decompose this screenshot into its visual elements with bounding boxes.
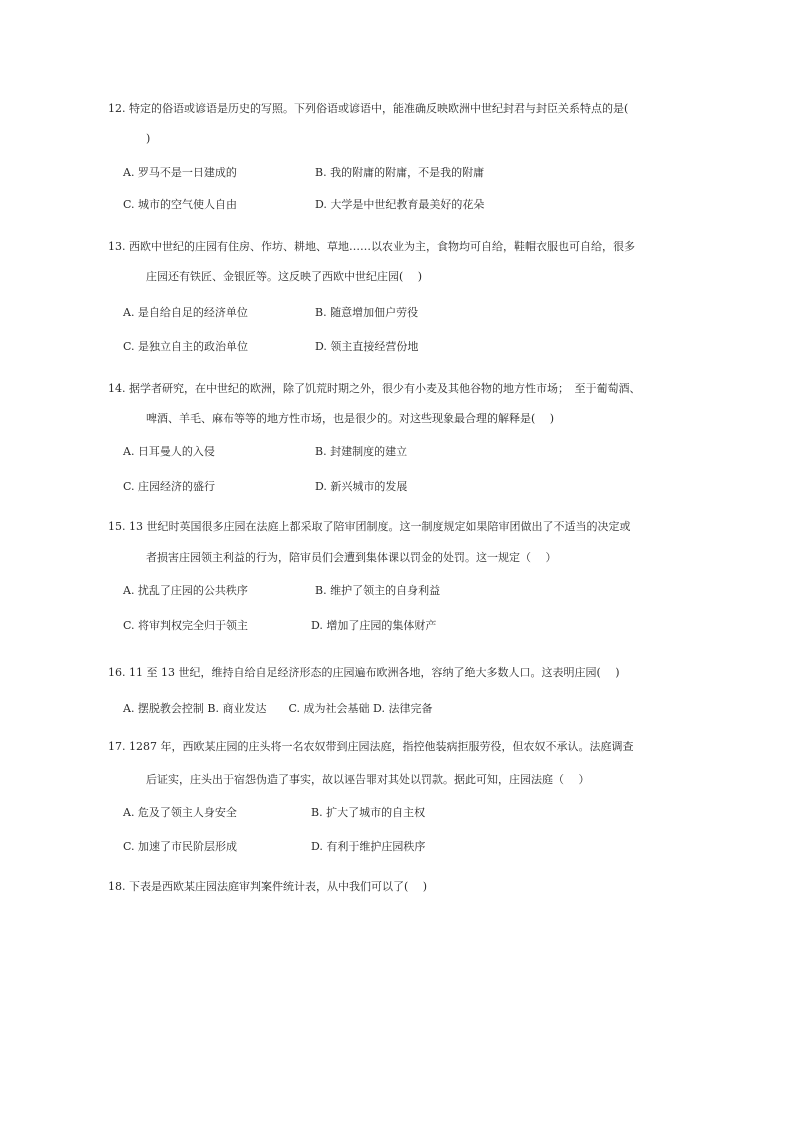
option-d: D. 增加了庄园的集体财产 [311,619,437,632]
option-b: B. 随意增加佃户劳役 [315,306,419,319]
option-c: C. 庄园经济的盛行 [123,480,216,493]
option-b: B. 封建制度的建立 [315,445,408,458]
option-d: D. 领主直接经营份地 [315,340,419,353]
option-c: C. 加速了市民阶层形成 [123,840,238,853]
question-text: 18. 下表是西欧某庄园法庭审判案件统计表，从中我们可以了( ) [108,880,428,893]
question-text: ) [146,132,151,145]
option-a: A. 扰乱了庄园的公共秩序 [123,584,248,597]
question-text: 13. 西欧中世纪的庄园有住房、作坊、耕地、草地……以农业为主，食物均可自给，鞋帽衣服也可自给，很多 [108,240,635,253]
question-text: 17. 1287 年，西欧某庄园的庄头将一名农奴带到庄园法庭，指控他装病拒服劳役，但农奴不承认。法庭调查 [108,740,634,753]
option-d: D. 有利于维护庄园秩序 [311,840,426,853]
question-text: 14. 据学者研究，在中世纪的欧洲，除了饥荒时期之外，很少有小麦及其他谷物的地方性市场； 至于葡萄酒、 [108,382,641,395]
option-b: B. 我的附庸的附庸，不是我的附庸 [315,166,485,179]
option-d: D. 大学是中世纪教育最美好的花朵 [315,198,485,211]
option-a: A. 罗马不是一日建成的 [123,166,237,179]
option-b: B. 扩大了城市的自主权 [311,806,426,819]
option-b: B. 维护了领主的自身利益 [315,584,441,597]
option-a: A. 是自给自足的经济单位 [123,306,248,319]
question-text: 15. 13 世纪时英国很多庄园在法庭上都采取了陪审团制度。这一制度规定如果陪审团做出了不适当的决定或 [108,520,631,533]
option-c: C. 是独立自主的政治单位 [123,340,249,353]
options-inline: A. 摆脱教会控制 B. 商业发达 C. 成为社会基础 D. 法律完备 [123,702,433,715]
question-text: 12. 特定的俗语或谚语是历史的写照。下列俗语或谚语中，能准确反映欧洲中世纪封君与封臣关系特点的是( [108,102,629,115]
question-text: 啤酒、羊毛、麻布等等的地方性市场，也是很少的。对这些现象最合理的解释是( ) [146,412,555,425]
option-a: A. 危及了领主人身安全 [123,806,237,819]
question-text: 庄园还有铁匠、金银匠等。这反映了西欧中世纪庄园( ) [146,270,423,283]
option-d: D. 新兴城市的发展 [315,480,408,493]
question-text: 者损害庄园领主利益的行为，陪审员们会遭到集体课以罚金的处罚。这一规定（ ） [146,551,557,564]
option-c: C. 城市的空气使人自由 [123,198,238,211]
question-text: 16. 11 至 13 世纪，维持自给自足经济形态的庄园遍布欧洲各地，容纳了绝大多数人口。这表明庄园( ) [108,666,620,679]
question-text: 后证实，庄头出于宿怨伪造了事实，故以诬告罪对其处以罚款。据此可知，庄园法庭（ ） [146,773,590,786]
option-a: A. 日耳曼人的入侵 [123,445,215,458]
option-c: C. 将审判权完全归于领主 [123,619,249,632]
